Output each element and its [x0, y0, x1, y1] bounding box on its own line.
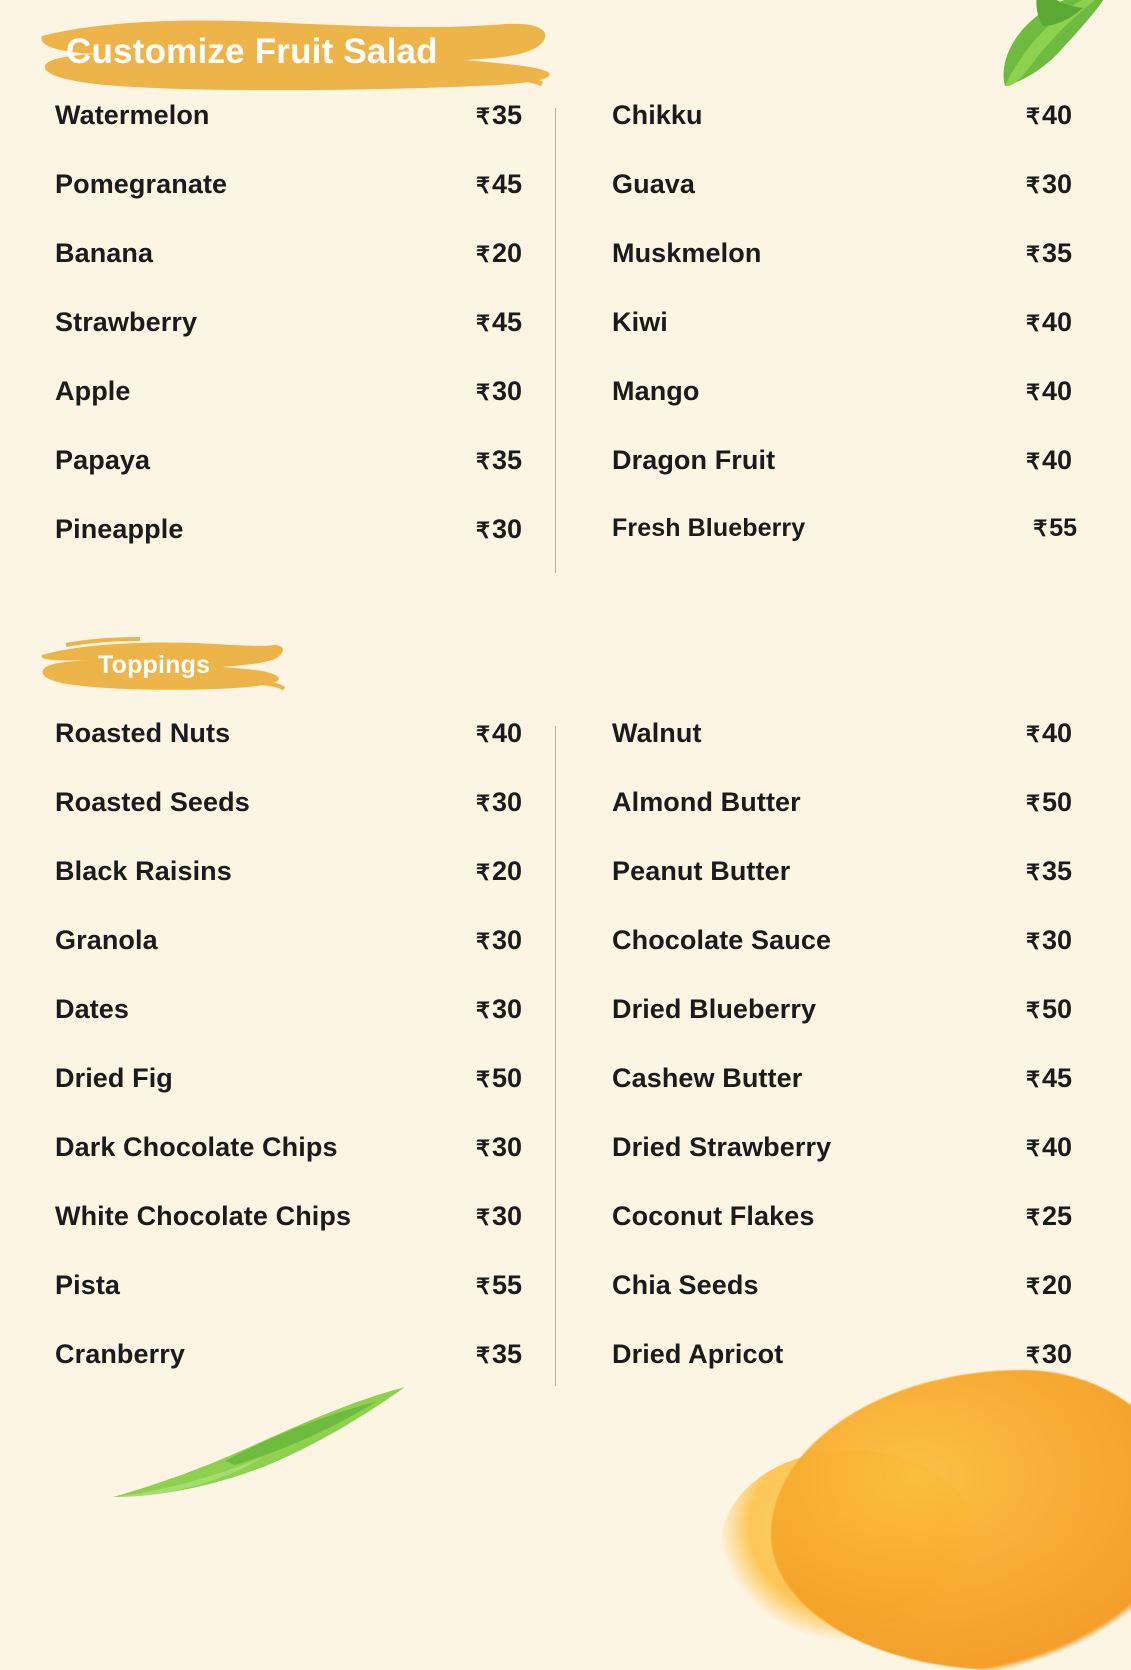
fruit-salad-section — [0, 100, 1131, 583]
menu-item-row[interactable] — [55, 169, 565, 238]
menu-item-name: Guava — [612, 169, 696, 199]
toppings-column-right — [565, 718, 1122, 1408]
price-value: 30 — [1041, 925, 1072, 955]
menu-item-price — [1026, 238, 1072, 269]
rupee-icon: ₹ — [475, 380, 490, 405]
rupee-icon: ₹ — [1025, 1274, 1040, 1299]
rupee-icon: ₹ — [475, 173, 490, 198]
menu-item-name: Walnut — [612, 718, 702, 748]
rupee-icon: ₹ — [475, 929, 490, 954]
price-value: 35 — [491, 1339, 522, 1369]
price-value: 40 — [491, 718, 522, 748]
menu-item-name: Almond Butter — [612, 787, 801, 817]
rupee-icon: ₹ — [1025, 380, 1040, 405]
menu-item-name: Muskmelon — [612, 238, 762, 268]
menu-item-row[interactable] — [612, 169, 1122, 238]
menu-item-price — [476, 238, 522, 269]
rupee-icon: ₹ — [475, 722, 490, 747]
price-value: 50 — [1041, 994, 1072, 1024]
menu-item-price — [1026, 169, 1072, 200]
menu-item-price — [476, 718, 522, 749]
menu-item-price — [476, 787, 522, 818]
menu-item-row[interactable] — [55, 925, 565, 994]
price-value: 30 — [491, 787, 522, 817]
fruit-column-left — [0, 100, 565, 583]
rupee-icon: ₹ — [1025, 860, 1040, 885]
rupee-icon: ₹ — [475, 998, 490, 1023]
menu-item-price — [1026, 445, 1072, 476]
price-value: 30 — [491, 1201, 522, 1231]
price-value: 45 — [491, 169, 522, 199]
price-value: 35 — [491, 445, 522, 475]
menu-item-name: Cranberry — [55, 1339, 185, 1369]
price-value: 30 — [1041, 169, 1072, 199]
price-value: 55 — [491, 1270, 522, 1300]
rupee-icon: ₹ — [1025, 173, 1040, 198]
price-value: 20 — [491, 238, 522, 268]
rupee-icon: ₹ — [475, 1274, 490, 1299]
menu-item-row[interactable] — [55, 514, 565, 583]
menu-item-row[interactable] — [55, 445, 565, 514]
menu-item-row[interactable] — [612, 787, 1122, 856]
menu-item-name: Papaya — [55, 445, 151, 475]
menu-item-price — [476, 169, 522, 200]
menu-item-price — [476, 445, 522, 476]
toppings-columns — [0, 718, 1131, 1408]
column-divider — [555, 726, 556, 1386]
menu-item-row[interactable] — [55, 718, 565, 787]
rupee-icon: ₹ — [1033, 516, 1048, 541]
price-value: 30 — [491, 514, 522, 544]
menu-item-row[interactable] — [55, 787, 565, 856]
menu-item-row[interactable] — [612, 718, 1122, 787]
menu-item-name: Dates — [55, 994, 130, 1024]
toppings-column-left — [0, 718, 565, 1408]
menu-item-price — [1026, 100, 1072, 131]
menu-item-name: Mango — [612, 376, 700, 406]
menu-item-price — [476, 856, 522, 887]
menu-item-price — [1026, 1063, 1072, 1094]
rupee-icon: ₹ — [1025, 1067, 1040, 1092]
menu-item-row[interactable] — [612, 100, 1122, 169]
menu-item-price — [1026, 1201, 1072, 1232]
price-value: 25 — [1041, 1201, 1072, 1231]
mango-blob-primary — [771, 1370, 1131, 1670]
menu-item-name: White Chocolate Chips — [55, 1201, 352, 1231]
price-value: 30 — [1041, 1339, 1072, 1369]
price-value: 40 — [1041, 100, 1072, 130]
menu-item-row[interactable] — [55, 100, 565, 169]
menu-item-name: Peanut Butter — [612, 856, 791, 886]
menu-item-row[interactable] — [55, 856, 565, 925]
leaf-decoration-top-right — [943, 0, 1113, 106]
menu-item-name: Dried Apricot — [612, 1339, 784, 1369]
menu-item-row[interactable] — [55, 1132, 565, 1201]
menu-item-row[interactable] — [55, 994, 565, 1063]
menu-item-name: Dark Chocolate Chips — [55, 1132, 338, 1162]
rupee-icon: ₹ — [475, 1205, 490, 1230]
price-value: 20 — [491, 856, 522, 886]
menu-item-name: Chocolate Sauce — [612, 925, 832, 955]
rupee-icon: ₹ — [475, 860, 490, 885]
price-value: 45 — [1041, 1063, 1072, 1093]
menu-item-row[interactable] — [55, 376, 565, 445]
price-value: 35 — [1041, 238, 1072, 268]
rupee-icon: ₹ — [1025, 722, 1040, 747]
menu-item-name: Dragon Fruit — [612, 445, 776, 475]
price-value: 35 — [1041, 856, 1072, 886]
price-value: 30 — [491, 1132, 522, 1162]
rupee-icon: ₹ — [1025, 1343, 1040, 1368]
menu-item-row[interactable] — [612, 925, 1122, 994]
price-value: 50 — [491, 1063, 522, 1093]
menu-item-row[interactable] — [612, 307, 1122, 376]
price-value: 40 — [1041, 376, 1072, 406]
menu-item-price — [1026, 787, 1072, 818]
menu-item-price — [476, 1063, 522, 1094]
price-value: 35 — [491, 100, 522, 130]
rupee-icon: ₹ — [475, 1067, 490, 1092]
menu-item-price — [1026, 994, 1072, 1025]
menu-item-name: Granola — [55, 925, 158, 955]
rupee-icon: ₹ — [475, 449, 490, 474]
menu-item-name: Strawberry — [55, 307, 198, 337]
menu-item-row[interactable] — [612, 994, 1122, 1063]
menu-item-price — [476, 376, 522, 407]
column-divider — [555, 108, 556, 573]
price-value: 55 — [1049, 514, 1077, 542]
menu-item-price — [476, 1201, 522, 1232]
menu-item-row[interactable] — [612, 1201, 1122, 1270]
menu-item-price — [1026, 376, 1072, 407]
menu-item-name: Dried Strawberry — [612, 1132, 832, 1162]
menu-item-row[interactable] — [612, 1270, 1122, 1339]
menu-item-row[interactable] — [612, 445, 1122, 514]
rupee-icon: ₹ — [475, 1136, 490, 1161]
menu-item-name: Cashew Butter — [612, 1063, 803, 1093]
menu-item-row[interactable] — [612, 1132, 1122, 1201]
rupee-icon: ₹ — [1025, 791, 1040, 816]
menu-item-row[interactable] — [55, 307, 565, 376]
menu-item-price — [1026, 925, 1072, 956]
menu-item-name: Watermelon — [55, 100, 210, 130]
menu-item-row[interactable] — [612, 856, 1122, 925]
rupee-icon: ₹ — [475, 242, 490, 267]
menu-item-name: Black Raisins — [55, 856, 232, 886]
rupee-icon: ₹ — [475, 104, 490, 129]
mango-blob-secondary — [721, 1450, 981, 1640]
menu-item-name: Roasted Nuts — [55, 718, 231, 748]
price-value: 40 — [1041, 718, 1072, 748]
price-value: 30 — [491, 994, 522, 1024]
menu-item-name: Apple — [55, 376, 131, 406]
menu-item-name: Pomegranate — [55, 169, 228, 199]
menu-item-name: Pista — [55, 1270, 121, 1300]
menu-item-name: Chikku — [612, 100, 703, 130]
rupee-icon: ₹ — [1025, 998, 1040, 1023]
rupee-icon: ₹ — [1025, 104, 1040, 129]
menu-item-name: Kiwi — [612, 307, 668, 337]
menu-item-price — [1033, 514, 1077, 543]
menu-item-price — [1026, 307, 1072, 338]
menu-item-row[interactable] — [55, 1270, 565, 1339]
rupee-icon: ₹ — [1025, 311, 1040, 336]
price-value: 45 — [491, 307, 522, 337]
menu-item-price — [476, 514, 522, 545]
menu-item-price — [476, 307, 522, 338]
menu-item-price — [1026, 1132, 1072, 1163]
menu-item-name: Dried Blueberry — [612, 994, 817, 1024]
rupee-icon: ₹ — [475, 1343, 490, 1368]
menu-item-row[interactable] — [55, 1339, 565, 1408]
menu-item-row[interactable] — [55, 1063, 565, 1132]
menu-item-name: Roasted Seeds — [55, 787, 250, 817]
menu-item-price — [476, 100, 522, 131]
menu-item-row[interactable] — [612, 1063, 1122, 1132]
menu-item-name: Coconut Flakes — [612, 1201, 815, 1231]
menu-item-name: Chia Seeds — [612, 1270, 759, 1300]
menu-item-price — [1026, 1339, 1072, 1370]
fruit-columns — [0, 100, 1131, 583]
menu-item-row[interactable] — [55, 1201, 565, 1270]
menu-item-price — [1026, 718, 1072, 749]
page-title-brush — [36, 14, 466, 92]
rupee-icon: ₹ — [1025, 1205, 1040, 1230]
price-value: 50 — [1041, 787, 1072, 817]
fruit-column-right — [565, 100, 1122, 583]
toppings-section — [0, 718, 1131, 1408]
price-value: 40 — [1041, 307, 1072, 337]
page-title: Customize Fruit Salad — [66, 32, 438, 71]
toppings-title-brush — [36, 637, 234, 694]
price-value: 30 — [491, 925, 522, 955]
price-value: 30 — [491, 376, 522, 406]
menu-item-price — [476, 1339, 522, 1370]
rupee-icon: ₹ — [1025, 449, 1040, 474]
menu-item-price — [476, 994, 522, 1025]
menu-item-row[interactable] — [612, 1339, 1122, 1408]
rupee-icon: ₹ — [475, 311, 490, 336]
menu-item-price — [476, 1132, 522, 1163]
menu-item-row[interactable] — [612, 514, 1122, 583]
price-value: 40 — [1041, 1132, 1072, 1162]
menu-item-row[interactable] — [612, 376, 1122, 445]
menu-item-name: Dried Fig — [55, 1063, 173, 1093]
menu-item-name: Banana — [55, 238, 154, 268]
price-value: 40 — [1041, 445, 1072, 475]
menu-item-name: Fresh Blueberry — [612, 514, 806, 542]
toppings-title: Toppings — [98, 651, 211, 679]
rupee-icon: ₹ — [1025, 1136, 1040, 1161]
menu-item-price — [1026, 1270, 1072, 1301]
menu-item-row[interactable] — [55, 238, 565, 307]
price-value: 20 — [1041, 1270, 1072, 1300]
rupee-icon: ₹ — [475, 518, 490, 543]
menu-item-name: Pineapple — [55, 514, 184, 544]
menu-item-price — [476, 925, 522, 956]
menu-item-price — [476, 1270, 522, 1301]
rupee-icon: ₹ — [1025, 242, 1040, 267]
menu-item-price — [1026, 856, 1072, 887]
rupee-icon: ₹ — [1025, 929, 1040, 954]
menu-item-row[interactable] — [612, 238, 1122, 307]
rupee-icon: ₹ — [475, 791, 490, 816]
